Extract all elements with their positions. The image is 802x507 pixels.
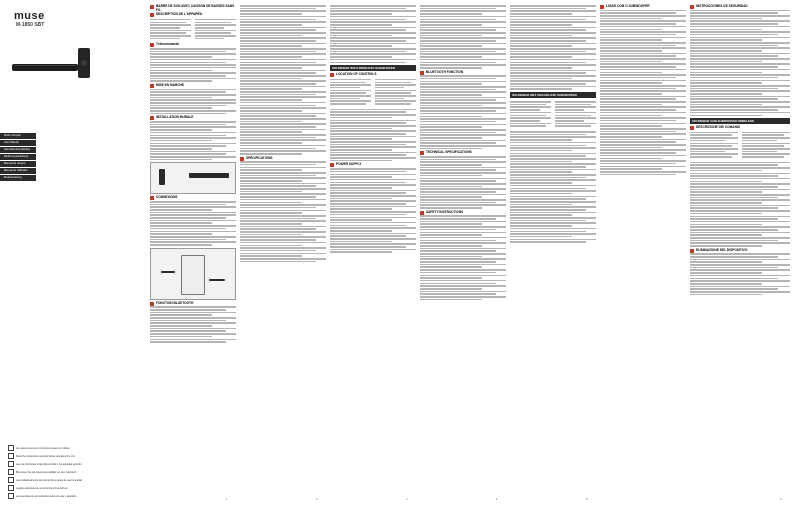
page-number: 2 bbox=[316, 498, 318, 501]
section-subtitle: SAFETY INSTRUCTIONS bbox=[420, 211, 506, 215]
language-tab: Bruksanvisning bbox=[0, 175, 36, 181]
language-tab: Manual de usuario bbox=[0, 161, 36, 167]
legal-column bbox=[330, 4, 416, 504]
italian-column bbox=[690, 4, 790, 504]
section-subtitle: FONCTION BLUETOOTH bbox=[150, 302, 236, 306]
soundbar-product-image bbox=[10, 34, 92, 94]
language-tab: Gebruikershandleiding bbox=[0, 147, 36, 153]
page-number: 3 bbox=[406, 498, 408, 501]
caution-list bbox=[8, 445, 128, 501]
section-subtitle: INSTRUCCIONES DE SEGURIDAD bbox=[690, 5, 790, 9]
section-subtitle: INSTALLATION MURALE bbox=[150, 116, 236, 120]
section-subtitle: DESCRIPTION DE L'APPAREIL bbox=[150, 13, 236, 17]
english-column bbox=[420, 4, 506, 504]
section-subtitle: BLUETOOTH FUNCTION bbox=[420, 71, 506, 75]
dutch-column bbox=[510, 4, 596, 504]
brand-logo: muse bbox=[14, 10, 45, 22]
caution-item: Lea cuidadosamente las instrucciones antes de usar la unidad bbox=[8, 477, 128, 483]
german-column bbox=[600, 4, 686, 504]
page-number: 1 bbox=[226, 498, 228, 501]
warning-icon bbox=[8, 469, 14, 475]
section-subtitle: ELIMINAZIONE DEL DISPOSITIVO bbox=[690, 249, 790, 253]
warning-icon bbox=[8, 493, 14, 499]
page-number: 4 bbox=[496, 498, 498, 501]
french-column bbox=[150, 4, 236, 504]
wall-mount-figure bbox=[150, 162, 236, 194]
caution-item: Bitte lesen Sie die Anleitung sorgfältig vor dem Gebrauch bbox=[8, 469, 128, 475]
section-header: SOUNDBAR MET DRAADLOZE SUBWOOFER bbox=[510, 92, 596, 98]
french-column-2 bbox=[240, 4, 326, 504]
page-number: 6 bbox=[780, 498, 782, 501]
section-subtitle: MISE EN MARCHE bbox=[150, 84, 236, 88]
model-number: M-1850 SBT bbox=[16, 22, 45, 28]
section-subtitle: CONNEXIONS bbox=[150, 196, 236, 200]
language-tab: Manual do Utilizador bbox=[0, 168, 36, 174]
section-subtitle: POWER SUPPLY bbox=[330, 163, 416, 167]
section-subtitle: TECHNICAL SPECIFICATIONS bbox=[420, 151, 506, 155]
language-index bbox=[0, 133, 36, 182]
warning-icon bbox=[8, 477, 14, 483]
section-subtitle: LIGAR COM O SUBWOOFER bbox=[600, 5, 686, 9]
section-title: BARRE DE SON AVEC CAISSON DE BASSES SANS FIL bbox=[150, 5, 236, 12]
caution-item: Lire attentivement les instructions avant de l'utiliser bbox=[8, 445, 128, 451]
warning-icon bbox=[8, 461, 14, 467]
section-subtitle: DESCRIZIONE DEI COMANDI bbox=[690, 126, 790, 130]
caution-item: Leia atentamente as instruções antes de usar o aparelho bbox=[8, 493, 128, 499]
page-number: 5 bbox=[586, 498, 588, 501]
caution-item: Leggere attentamente le istruzioni prima dell'uso bbox=[8, 485, 128, 491]
caution-item: Read the instructions carefully before operating the unit bbox=[8, 453, 128, 459]
section-header: SOUNDBAR WITH WIRELESS SUBWOOFER bbox=[330, 65, 416, 71]
language-tab: User Manual bbox=[0, 140, 36, 146]
section-subtitle: LOCATION OF CONTROLS bbox=[330, 73, 416, 77]
language-tab: Mode d'emploi bbox=[0, 133, 36, 139]
language-tab: Bedienungsanleitung bbox=[0, 154, 36, 160]
warning-icon bbox=[8, 445, 14, 451]
connection-figure bbox=[150, 248, 236, 300]
caution-item: Lees de instructies zorgvuldig voordat u het apparaat gebruikt bbox=[8, 461, 128, 467]
section-subtitle: Télécommande bbox=[150, 43, 236, 47]
warning-icon bbox=[8, 453, 14, 459]
cover-column bbox=[0, 0, 145, 507]
section-subtitle: SPÉCIFICATIONS bbox=[240, 157, 326, 161]
warning-icon bbox=[8, 485, 14, 491]
section-header: SOUNDBAR CON SUBWOOFER WIRELESS bbox=[690, 118, 790, 124]
